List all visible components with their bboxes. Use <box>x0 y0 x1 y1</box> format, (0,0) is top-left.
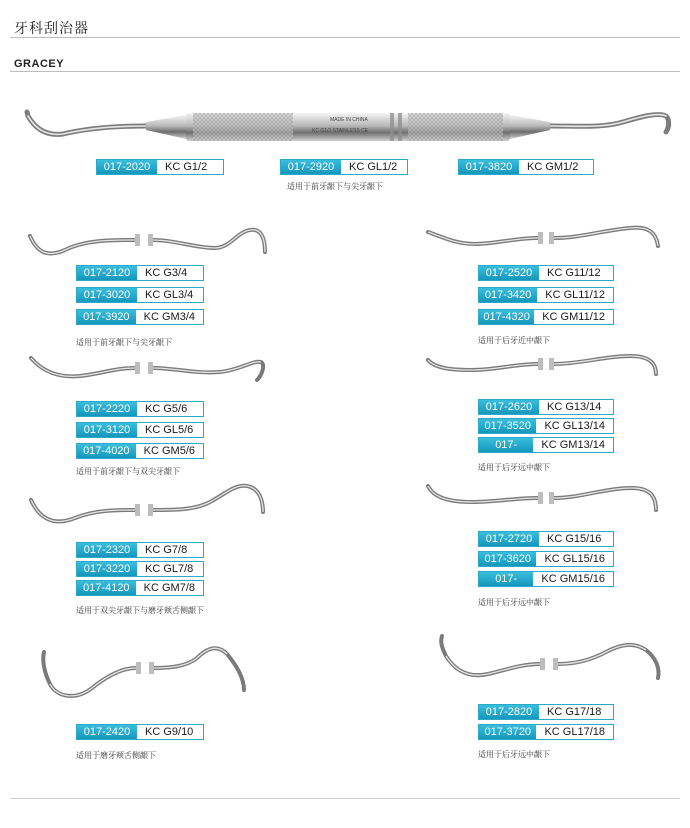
product-model: KC GM15/16 <box>541 573 605 585</box>
product-model: KC G11/12 <box>547 267 601 279</box>
product-model: KC G7/8 <box>145 544 188 556</box>
product-tag[interactable] <box>76 265 204 281</box>
product-code: 017-3820 <box>459 160 519 174</box>
product-tag[interactable] <box>76 443 204 459</box>
product-tag[interactable] <box>76 580 204 596</box>
product-tag[interactable] <box>478 265 614 281</box>
product-model: KC GL15/16 <box>544 553 605 565</box>
product-tag[interactable] <box>478 399 614 415</box>
product-tag[interactable] <box>76 401 204 417</box>
product-tag[interactable] <box>458 159 594 175</box>
product-code: 017-2120 <box>77 266 137 280</box>
usage-caption: 适用于前牙龈下与双尖牙龈下 <box>76 467 180 476</box>
product-model: KC GL5/6 <box>145 424 194 436</box>
product-model: KC G5/6 <box>145 403 188 415</box>
product-tag[interactable] <box>478 531 614 547</box>
product-model: KC GL13/14 <box>544 420 605 432</box>
product-code: 017-2920 <box>281 160 341 174</box>
product-model: KC G15/16 <box>547 533 602 545</box>
product-model: KC GL11/12 <box>545 289 605 301</box>
product-code: 017-4320 <box>479 310 534 324</box>
instrument-image-g17-18 <box>436 630 676 686</box>
product-code: 017-3420 <box>479 288 537 302</box>
product-model: KC GL7/8 <box>145 563 194 575</box>
product-model: KC G13/14 <box>547 401 602 413</box>
product-model: KC GM5/6 <box>143 445 195 457</box>
product-model: KC GM3/4 <box>143 311 195 323</box>
product-code: 017-3920 <box>77 310 136 324</box>
product-tag[interactable] <box>76 724 204 740</box>
product-code: 017-3120 <box>77 423 137 437</box>
product-model: KC G9/10 <box>145 726 194 738</box>
usage-caption: 适用于后牙近中龈下 <box>478 336 550 345</box>
product-code: 017-2020 <box>97 160 157 174</box>
product-model: KC GL3/4 <box>145 289 194 301</box>
product-model: KC GM13/14 <box>541 439 605 451</box>
product-model: KC GL1/2 <box>349 161 398 173</box>
instrument-image-g5-6 <box>25 350 275 392</box>
product-tag[interactable] <box>478 309 614 325</box>
product-code: 017-2620 <box>479 400 539 414</box>
product-code: 017-3520 <box>479 419 536 433</box>
instrument-image-g9-10 <box>32 638 272 704</box>
product-code: 017-4020 <box>77 444 136 458</box>
usage-caption: 适用于前牙龈下与尖牙龈下 <box>287 182 383 191</box>
handle-imprint-line2: KC G1/2 STAINLESS CE <box>312 128 369 134</box>
footer-divider <box>10 798 680 799</box>
product-code: 017-2220 <box>77 402 137 416</box>
product-model: KC G1/2 <box>165 161 208 173</box>
product-model: KC G17/18 <box>547 706 602 718</box>
product-code: 017-2820 <box>479 705 539 719</box>
product-tag[interactable] <box>478 704 614 720</box>
usage-caption: 适用于双尖牙龈下与磨牙颊舌侧龈下 <box>76 606 204 615</box>
instrument-image-g15-16 <box>420 476 670 520</box>
product-code: 017-4120 <box>77 581 136 595</box>
product-code: 017-4420 <box>479 438 533 452</box>
section-title: GRACEY <box>14 58 65 70</box>
product-tag[interactable] <box>478 418 614 434</box>
product-model: KC GL17/18 <box>544 726 605 738</box>
instrument-image-g1-2 <box>18 92 678 154</box>
product-code: 017-2320 <box>77 543 137 557</box>
product-model: KC GM7/8 <box>143 582 195 594</box>
product-code: 017-3720 <box>479 725 536 739</box>
product-tag[interactable] <box>96 159 224 175</box>
product-model: KC G3/4 <box>145 267 188 279</box>
product-code: 017-4520 <box>479 572 533 586</box>
usage-caption: 适用于后牙远中龈下 <box>478 463 550 472</box>
product-code: 017-3220 <box>77 562 137 576</box>
product-tag[interactable] <box>478 724 614 740</box>
section-divider <box>10 71 680 72</box>
page-title: 牙科刮治器 <box>14 20 89 36</box>
usage-caption: 适用于后牙远中龈下 <box>478 598 550 607</box>
instrument-image-g7-8 <box>25 480 275 536</box>
product-model: KC GM1/2 <box>527 161 579 173</box>
product-tag[interactable] <box>76 309 204 325</box>
usage-caption: 适用于后牙远中龈下 <box>478 750 550 759</box>
instrument-image-g3-4 <box>25 222 275 268</box>
product-tag[interactable] <box>478 551 614 567</box>
product-code: 017-3620 <box>479 552 536 566</box>
instrument-image-g11-12 <box>420 218 670 260</box>
product-tag[interactable] <box>478 571 614 599</box>
instrument-image-g13-14 <box>420 346 670 386</box>
product-code: 017-2720 <box>479 532 539 546</box>
product-tag[interactable] <box>478 437 614 465</box>
product-code: 017-2420 <box>77 725 137 739</box>
title-divider <box>10 37 680 38</box>
product-tag[interactable] <box>76 542 204 558</box>
product-tag[interactable] <box>280 159 408 175</box>
product-tag[interactable] <box>478 287 614 303</box>
product-model: KC GM11/12 <box>542 311 605 323</box>
product-tag[interactable] <box>76 287 204 303</box>
handle-imprint-line1: MADE IN CHINA <box>330 117 368 123</box>
product-code: 017-3020 <box>77 288 137 302</box>
product-code: 017-2520 <box>479 266 539 280</box>
product-tag[interactable] <box>76 561 204 577</box>
usage-caption: 适用于前牙龈下与尖牙龈下 <box>76 338 172 347</box>
usage-caption: 适用于磨牙颊舌侧龈下 <box>76 751 156 760</box>
product-tag[interactable] <box>76 422 204 438</box>
